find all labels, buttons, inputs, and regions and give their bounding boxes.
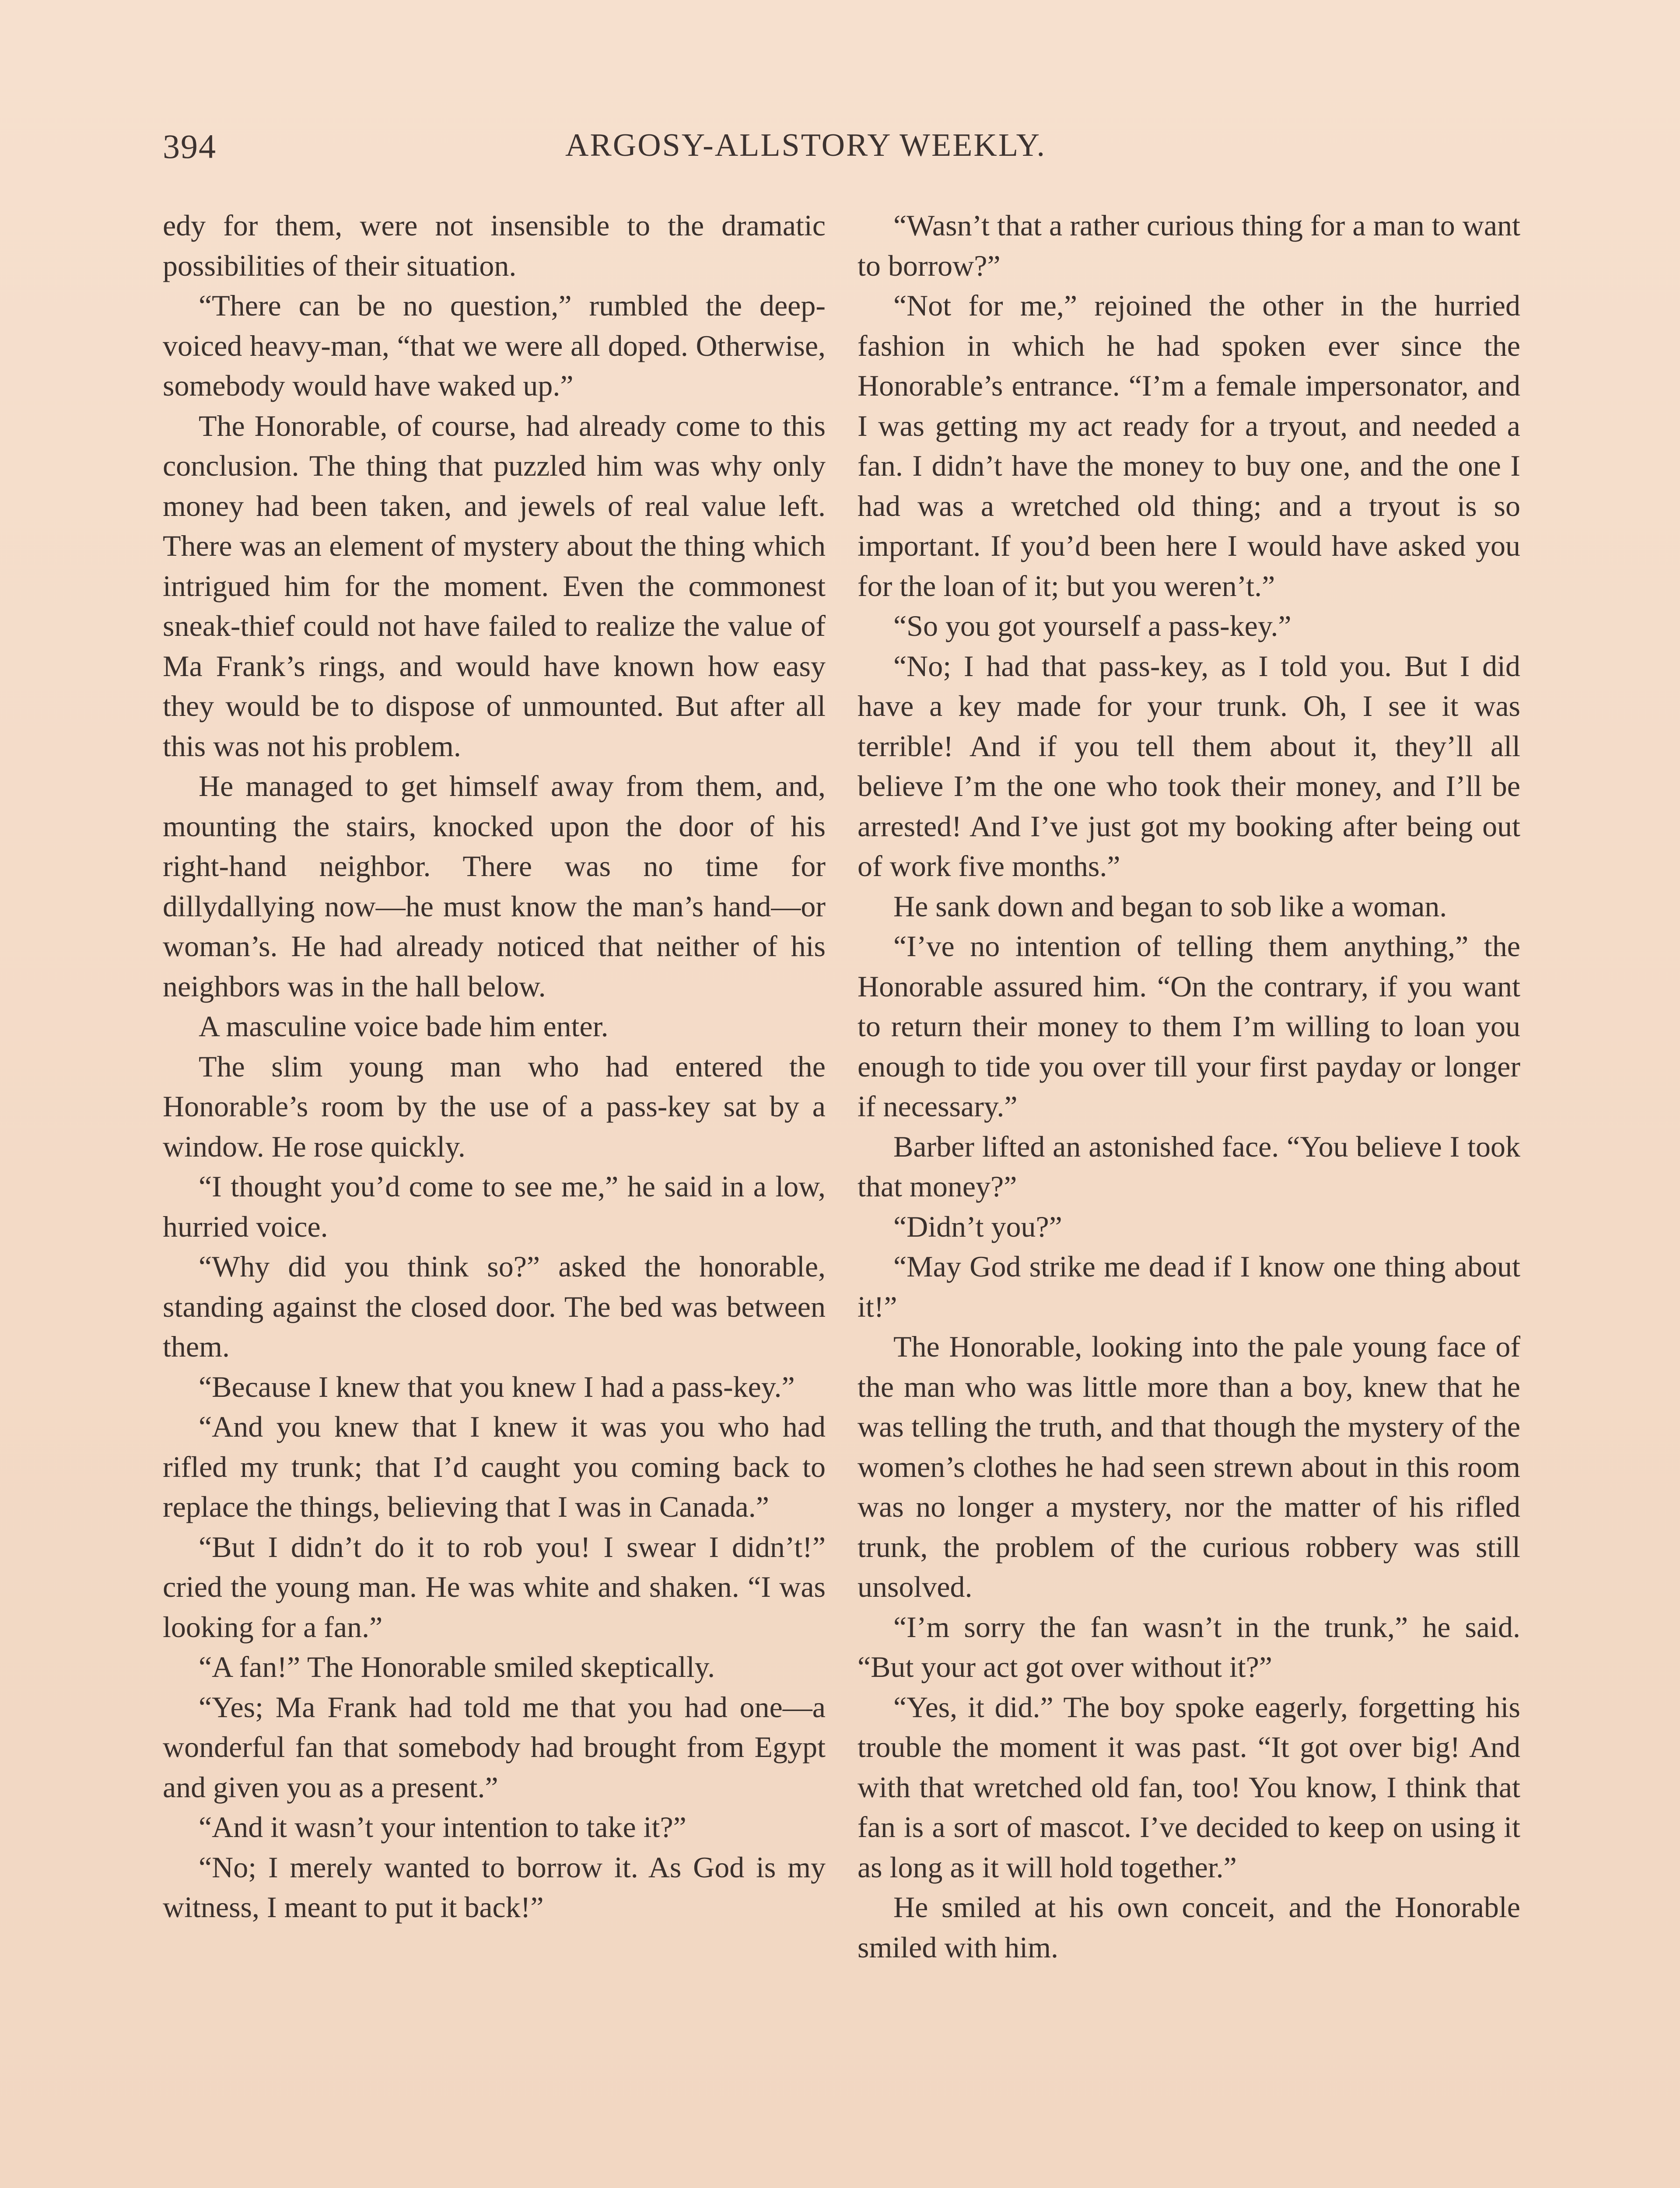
paragraph: The Honorable, looking into the pale young face of the man who was little more than a boy, knew that he was telling the truth, and that though the mystery of the women’s clothes he had seen strewn about in this room was no longer a mystery, nor the matter of his rifled trunk, the problem of the curious robbery was still unsolved. — [858, 1330, 1520, 1603]
paragraph: He smiled at his own conceit, and the Honorable smiled with him. — [858, 1890, 1520, 1964]
paragraph: “I thought you’d come to see me,” he said in a low, hurried voice. — [163, 1170, 826, 1243]
paragraph: Barber lifted an astonished face. “You believe I took that money?” — [858, 1129, 1520, 1203]
paragraph: “May God strike me dead if I know one thing about it!” — [858, 1250, 1520, 1323]
paragraph: “No; I had that pass-key, as I told you. But I did have a key made for your trunk. Oh, I see it was terrible! And if you tell them about it, they’ll all believe I’m the one who took their money, and I’ll be arrested! And I’ve just got my booking after being out of work five months.” — [858, 649, 1520, 883]
page-header — [163, 127, 1519, 175]
paragraph: The Honorable, of course, had already come to this conclusion. The thing that puzzled him was why only money had been taken, and jewels of real value left. There was an element of mystery about the thing which intrigued him for the moment. Even the commonest sneak-thief could not have failed to realize the value of Ma Frank’s rings, and would have known how easy they would be to dispose of unmounted. But after all this was not his problem. — [163, 409, 826, 763]
paragraph: A masculine voice bade him enter. — [199, 1010, 609, 1043]
paragraph: “Wasn’t that a rather curious thing for a man to want to borrow?” — [858, 209, 1520, 282]
running-head: ARGOSY-ALLSTORY WEEKLY. — [565, 127, 1046, 163]
paragraph: “No; I merely wanted to borrow it. As God is my witness, I meant to put it back!” — [163, 1850, 826, 1924]
paragraph: The slim young man who had entered the Honorable’s room by the use of a pass-key sat by a window. He rose quickly. — [163, 1049, 826, 1163]
paragraph: “And you knew that I knew it was you who had rifled my trunk; that I’d caught you coming back to replace the things, believing that I was in Canada.” — [163, 1410, 826, 1523]
paragraph: “Yes, it did.” The boy spoke eagerly, forgetting his trouble the moment it was past. “It got over big! And with that wretched old fan, too! You know, I think that fan is a sort of mascot. I’ve decided to keep on using it as long as it will hold together.” — [858, 1690, 1520, 1884]
left-column — [163, 206, 826, 1928]
paragraph: “So you got yourself a pass-key.” — [893, 609, 1292, 642]
paragraph: edy for them, were not insensible to the dramatic possibilities of their situation. — [163, 209, 826, 282]
paragraph: “Because I knew that you knew I had a pass-key.” — [199, 1370, 795, 1403]
paragraph: “Didn’t you?” — [893, 1210, 1062, 1243]
paragraph: He managed to get himself away from them, and, mounting the stairs, knocked upon the door of his right-hand neighbor. There was no time for dillydallying now—he must know the man’s hand—or woman’s. He had already noticed that neither of his neighbors was in the hall below. — [163, 769, 826, 1003]
right-column — [858, 206, 1520, 1967]
page-number: 394 — [163, 127, 217, 165]
paragraph: “There can be no question,” rumbled the deep-voiced heavy-man, “that we were all doped. Otherwise, somebody would have waked up.” — [163, 289, 826, 402]
paragraph: “And it wasn’t your intention to take it?” — [199, 1810, 686, 1844]
paragraph: “I’m sorry the fan wasn’t in the trunk,” he said. “But your act got over without it?” — [858, 1610, 1520, 1683]
paragraph: He sank down and began to sob like a woman. — [893, 889, 1447, 923]
paragraph: “But I didn’t do it to rob you! I swear I didn’t!” cried the young man. He was white and shaken. “I was looking for a fan.” — [163, 1530, 826, 1644]
paragraph: “Why did you think so?” asked the honorable, standing against the closed door. The bed was between them. — [163, 1250, 826, 1363]
paragraph: “I’ve no intention of telling them anything,” the Honorable assured him. “On the contrary, if you want to return their money to them I’m willing to loan you enough to tide you over till your first payday or longer if necessary.” — [858, 929, 1520, 1123]
paragraph: “Not for me,” rejoined the other in the hurried fashion in which he had spoken ever since the Honorable’s entrance. “I’m a female impersonator, and I was getting my act ready for a tryout, and needed a fan. I didn’t have the money to buy one, and the one I had was a wretched old thing; and a tryout is so important. If you’d been here I would have asked you for the loan of it; but you weren’t.” — [858, 289, 1520, 603]
paragraph: “A fan!” The Honorable smiled skeptically. — [199, 1650, 715, 1683]
paragraph: “Yes; Ma Frank had told me that you had one—a wonderful fan that somebody had brought from Egypt and given you as a present.” — [163, 1690, 826, 1804]
